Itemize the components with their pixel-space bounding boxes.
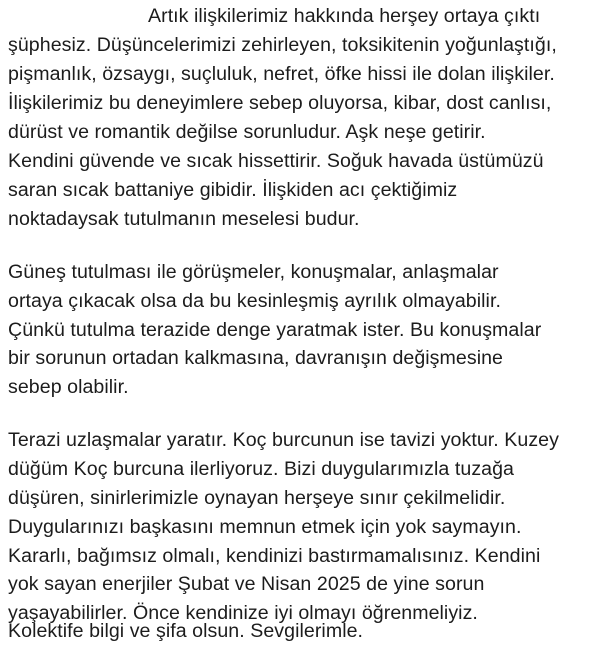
text-line: Çünkü tutulma terazide denge yaratmak ister. Bu konuşmalar	[8, 319, 542, 341]
text-line: şüphesiz. Düşüncelerimizi zehirleyen, toksikitenin yoğunlaştığı,	[8, 34, 557, 56]
text-line: dürüst ve romantik değilse sorunludur. Aşk neşe getirir.	[8, 121, 486, 143]
text-line: düğüm Koç burcuna ilerliyoruz. Bizi duygularımızla tuzağa	[8, 458, 515, 480]
text-line: Terazi uzlaşmalar yaratır. Koç burcunun ise tavizi yoktur. Kuzey	[8, 429, 559, 451]
text-line: Artık ilişkilerimiz hakkında herşey ortaya çıktı	[148, 5, 541, 27]
text-line: saran sıcak battaniye gibidir. İlişkiden acı çektiğimiz	[8, 179, 458, 201]
text-line: düşüren, sinirlerimizle oynayan herşeye sınır çekilmelidir.	[8, 487, 506, 509]
text-line: yaşayabilirler. Önce kendinize iyi olmayı öğrenmeliyiz.	[8, 602, 478, 624]
text-line: Kolektife bilgi ve şifa olsun. Sevgilerimle.	[8, 620, 364, 642]
text-line: yok sayan enerjiler Şubat ve Nisan 2025 de yine sorun	[8, 573, 485, 595]
text-line: İlişkilerimiz bu deneyimlere sebep oluyorsa, kibar, dost canlısı,	[8, 92, 552, 114]
text-line: ortaya çıkacak olsa da bu kesinleşmiş ayrılık olmayabilir.	[8, 290, 501, 312]
text-line: Kendini güvende ve sıcak hissettirir. Soğuk havada üstümüzü	[8, 150, 544, 172]
text-line: noktadaysak tutulmanın meselesi budur.	[8, 208, 360, 230]
text-line: Duygularınızı başkasını memnun etmek için yok saymayın.	[8, 516, 522, 538]
text-line: bir sorunun ortadan kalkmasına, davranışın değişmesine	[8, 347, 503, 369]
text-line: sebep olabilir.	[8, 376, 129, 398]
text-line: Kararlı, bağımsız olmalı, kendinizi bastırmamalısınız. Kendini	[8, 545, 541, 567]
text-line: pişmanlık, özsaygı, suçluluk, nefret, öfke hissi ile dolan ilişkiler.	[8, 63, 555, 85]
text-line: Güneş tutulması ile görüşmeler, konuşmalar, anlaşmalar	[8, 261, 499, 283]
